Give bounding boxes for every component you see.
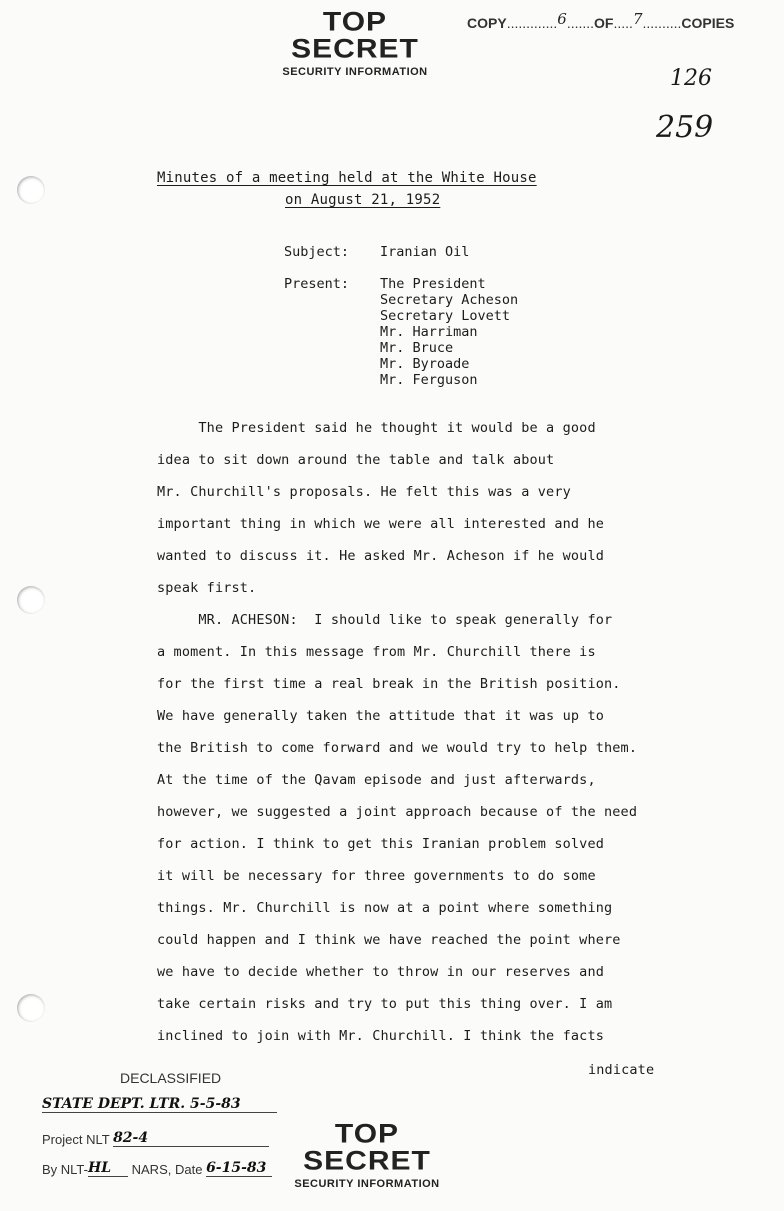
body-line: a moment. In this message from Mr. Churchill there is xyxy=(157,644,596,660)
handwritten-number: 259 xyxy=(656,110,714,145)
body-line: could happen and I think we have reached the point where xyxy=(157,932,621,948)
body-line: for the first time a real break in the British position. xyxy=(157,676,621,692)
continuation-word: indicate xyxy=(588,1062,655,1078)
body-line: take certain risks and try to put this thing over. I am xyxy=(157,996,613,1012)
body-line: important thing in which we were all interested and he xyxy=(157,516,604,532)
body-line: however, we suggested a joint approach because of the need xyxy=(157,804,638,820)
attendee: Mr. Bruce xyxy=(380,340,454,356)
declass-project-row xyxy=(42,1130,269,1147)
attendee: Mr. Byroade xyxy=(380,356,470,372)
body-line: Mr. Churchill's proposals. He felt this was a very xyxy=(157,484,571,500)
punch-hole xyxy=(17,176,45,204)
by-value: HL xyxy=(88,1160,128,1177)
attendee-list xyxy=(380,276,518,388)
by-label: By NLT- xyxy=(42,1162,88,1177)
punch-hole xyxy=(17,994,45,1022)
classification-stamp-top xyxy=(280,6,430,79)
copy-count: COPY.............6.......OF.....7..........COPIES xyxy=(467,10,735,31)
body-line: for action. I think to get this Iranian problem solved xyxy=(157,836,604,852)
declass-authority-value: STATE DEPT. LTR. 5-5-83 xyxy=(42,1096,277,1113)
project-label: Project NLT xyxy=(42,1132,110,1147)
document-title-date: on August 21, 1952 xyxy=(285,192,441,208)
nars-label: NARS, Date xyxy=(131,1162,203,1177)
classification-text: TOP SECRET xyxy=(291,7,419,64)
body-line: The President said he thought it would be a good xyxy=(157,420,596,436)
attendee: Mr. Harriman xyxy=(380,324,478,340)
date-value: 6-15-83 xyxy=(206,1160,272,1177)
classification-subtext: SECURITY INFORMATION xyxy=(282,66,428,78)
copy-total: 7 xyxy=(632,10,643,28)
handwritten-number: 126 xyxy=(670,66,712,91)
present-label: Present: xyxy=(284,276,350,292)
attendee: The President xyxy=(380,276,486,292)
classification-stamp-bottom xyxy=(292,1118,442,1191)
copy-prefix: COPY xyxy=(467,15,507,31)
body-line: the British to come forward and we would try to help them. xyxy=(157,740,638,756)
copy-of: OF xyxy=(594,15,614,31)
project-value: 82-4 xyxy=(113,1130,269,1147)
body-line: inclined to join with Mr. Churchill. I think the facts xyxy=(157,1028,604,1044)
attendee: Mr. Ferguson xyxy=(380,372,478,388)
body-line: we have to decide whether to throw in our reserves and xyxy=(157,964,604,980)
attendee: Secretary Acheson xyxy=(380,292,519,308)
body-line: things. Mr. Churchill is now at a point where something xyxy=(157,900,613,916)
declassified-label: DECLASSIFIED xyxy=(120,1070,222,1086)
copy-number: 6 xyxy=(557,10,567,28)
declass-authority xyxy=(42,1096,277,1113)
body-line: wanted to discuss it. He asked Mr. Acheson if he would xyxy=(157,548,604,564)
document-title: Minutes of a meeting held at the White House xyxy=(157,170,537,186)
body-line: speak first. xyxy=(157,580,257,596)
copy-suffix: COPIES xyxy=(681,15,735,31)
punch-hole xyxy=(17,586,45,614)
subject-label: Subject: xyxy=(284,244,350,260)
declass-by-row xyxy=(42,1160,272,1177)
classification-text: TOP SECRET xyxy=(303,1119,431,1176)
body-line: MR. ACHESON: I should like to speak generally for xyxy=(157,612,613,628)
classification-subtext: SECURITY INFORMATION xyxy=(294,1178,440,1190)
body-line: We have generally taken the attitude that it was up to xyxy=(157,708,604,724)
subject-value: Iranian Oil xyxy=(380,244,470,260)
attendee: Secretary Lovett xyxy=(380,308,511,324)
subject-row xyxy=(284,244,469,260)
body-line: idea to sit down around the table and talk about xyxy=(157,452,555,468)
body-line: it will be necessary for three governments to do some xyxy=(157,868,596,884)
body-line: At the time of the Qavam episode and just afterwards, xyxy=(157,772,596,788)
